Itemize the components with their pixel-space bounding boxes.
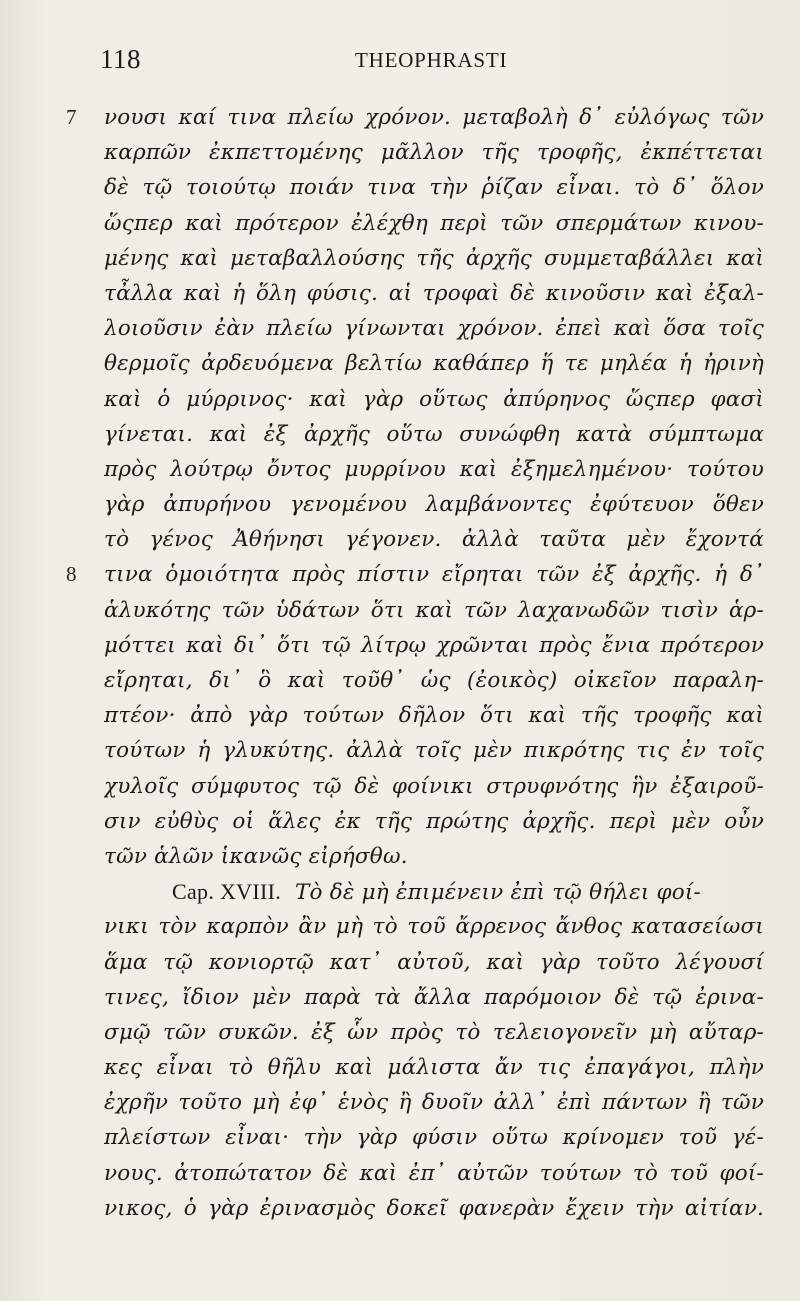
text-line bbox=[0, 487, 800, 522]
line-text: χυλοῖς σύμφυτος τῷ δὲ φοίνικι στρυφνότης ἣν ἐξαιροῦ- bbox=[104, 773, 764, 799]
text-line bbox=[0, 945, 800, 980]
text-line bbox=[0, 593, 800, 628]
line-text: τούτων ἡ γλυκύτης. ἀλλὰ τοῖς μὲν πικρότης τις ἐν τοῖς bbox=[104, 738, 764, 764]
line-text: νικι τὸν καρπὸν ἂν μὴ τὸ τοῦ ἄρρενος ἄνθος κατασείωσι bbox=[104, 914, 764, 940]
line-text: κες εἶναι τὸ θῆλυ καὶ μάλιστα ἄν τις ἐπαγάγοι, πλὴν bbox=[104, 1055, 764, 1081]
line-text: δὲ τῷ τοιούτῳ ποιάν τινα τὴν ῥίζαν εἶναι. τὸ δ᾽ ὅλον bbox=[104, 175, 764, 201]
text-line bbox=[0, 311, 800, 346]
section-number: 8 bbox=[66, 562, 77, 587]
line-text: καρπῶν ἐκπεττομένης μᾶλλον τῆς τροφῆς, ἐκπέττεται bbox=[104, 140, 764, 166]
chapter-line bbox=[172, 874, 764, 910]
text-line bbox=[0, 135, 800, 170]
line-text: τὸ γένος Ἀθήνησι γέγονεν. ἀλλὰ ταῦτα μὲν ἔχοντά bbox=[104, 527, 764, 553]
text-line bbox=[0, 206, 800, 241]
line-text: λοιοῦσιν ἐὰν πλείω γίνωνται χρόνον. ἐπεὶ καὶ ὅσα τοῖς bbox=[104, 316, 764, 342]
line-text: Τὸ δὲ μὴ ἐπιμένειν ἐπὶ τῷ θήλει φοί- bbox=[295, 880, 702, 906]
text-line bbox=[0, 1156, 800, 1191]
line-text: νικος, ὁ γὰρ ἐρινασμὸς δοκεῖ φανερὰν ἔχειν τὴν αἰτίαν. bbox=[104, 1195, 764, 1221]
line-text: καὶ ὁ μύρρινος· καὶ γὰρ οὕτως ἀπύρηνος ὥςπερ φασὶ bbox=[104, 386, 764, 412]
line-text: γίνεται. καὶ ἐξ ἀρχῆς οὕτω συνώφθη κατὰ σύμπτωμα bbox=[104, 421, 764, 447]
text-block bbox=[0, 100, 800, 1226]
line-text: ἁλυκότης τῶν ὑδάτων ὅτι καὶ τῶν λαχανωδῶν τισὶν ἁρ- bbox=[104, 597, 764, 623]
line-text: ἅμα τῷ κονιορτῷ κατ᾽ αὐτοῦ, καὶ γὰρ τοῦτο λέγουσί bbox=[104, 949, 764, 975]
text-line bbox=[0, 346, 800, 381]
text-line bbox=[0, 769, 800, 804]
text-line bbox=[0, 1015, 800, 1050]
line-text: τινες, ἴδιον μὲν παρὰ τὰ ἄλλα παρόμοιον δὲ τῷ ἐρινα- bbox=[104, 984, 764, 1010]
line-text: πτέον· ἀπὸ γὰρ τούτων δῆλον ὅτι καὶ τῆς τροφῆς καὶ bbox=[104, 703, 764, 729]
text-line bbox=[0, 628, 800, 663]
line-text: τἆλλα καὶ ἡ ὅλη φύσις. αἱ τροφαὶ δὲ κινοῦσιν καὶ ἐξαλ- bbox=[104, 280, 764, 306]
text-line bbox=[0, 276, 800, 311]
line-text: γὰρ ἀπυρήνου γενομένου λαμβάνοντες ἐφύτευον ὅθεν bbox=[104, 492, 764, 518]
text-line bbox=[0, 557, 800, 592]
chapter-heading: Cap. XVIII. bbox=[172, 879, 281, 905]
text-line bbox=[0, 241, 800, 276]
running-head: THEOPHRASTI bbox=[355, 48, 508, 72]
text-line bbox=[0, 522, 800, 557]
text-line bbox=[0, 663, 800, 698]
text-line bbox=[0, 909, 800, 944]
line-text: μένης καὶ μεταβαλλούσης τῆς ἀρχῆς συμμεταβάλλει καὶ bbox=[104, 245, 764, 271]
line-text: τινα ὁμοιότητα πρὸς πίστιν εἴρηται τῶν ἐξ ἀρχῆς. ἡ δ᾽ bbox=[104, 562, 764, 588]
text-line bbox=[0, 980, 800, 1015]
line-text: νους. ἀτοπώτατον δὲ καὶ ἐπ᾽ αὐτῶν τούτων τὸ τοῦ φοί- bbox=[104, 1160, 764, 1186]
line-text: νουσι καί τινα πλείω χρόνον. μεταβολὴ δ᾽ εὐλόγως τῶν bbox=[104, 105, 764, 130]
line-text: πλείστων εἶναι· τὴν γὰρ φύσιν οὕτω κρίνομεν τοῦ γέ- bbox=[104, 1125, 764, 1151]
text-line bbox=[0, 733, 800, 768]
text-line bbox=[0, 382, 800, 417]
text-line bbox=[0, 698, 800, 733]
section-number: 7 bbox=[66, 105, 77, 129]
line-text: ἐχρῆν τοῦτο μὴ ἐφ᾽ ἑνὸς ἢ δυοῖν ἀλλ᾽ ἐπὶ πάντων ἢ τῶν bbox=[104, 1090, 764, 1116]
line-text: τῶν ἁλῶν ἱκανῶς εἰρήσθω. bbox=[104, 843, 408, 869]
page-number: 118 bbox=[100, 44, 141, 74]
text-line bbox=[0, 804, 800, 839]
text-line bbox=[0, 839, 800, 874]
line-text: εἴρηται, δι᾽ ὃ καὶ τοῦθ᾽ ὡς (ἐοικὸς) οἰκεῖον παραλη- bbox=[104, 668, 764, 693]
line-text: μόττει καὶ δι᾽ ὅτι τῷ λίτρῳ χρῶνται πρὸς ἔνια πρότερον bbox=[104, 632, 764, 658]
line-text: ὥςπερ καὶ πρότερον ἐλέχθη περὶ τῶν σπερμάτων κινου- bbox=[104, 210, 764, 236]
line-text: σμῷ τῶν συκῶν. ἐξ ὧν πρὸς τὸ τελειογονεῖν μὴ αὔταρ- bbox=[104, 1019, 764, 1045]
page-header bbox=[0, 44, 800, 84]
text-line bbox=[0, 452, 800, 487]
text-line bbox=[0, 874, 800, 909]
text-line bbox=[0, 100, 800, 135]
text-line bbox=[0, 170, 800, 205]
text-line bbox=[0, 1120, 800, 1155]
line-text: πρὸς λούτρῳ ὄντος μυρρίνου καὶ ἐξημελημένου· τούτου bbox=[104, 456, 764, 482]
line-text: σιν εὐθὺς οἱ ἅλες ἐκ τῆς πρώτης ἀρχῆς. περὶ μὲν οὖν bbox=[104, 808, 764, 834]
text-line bbox=[0, 1191, 800, 1226]
text-line bbox=[0, 417, 800, 452]
line-text: θερμοῖς ἀρδευόμενα βελτίω καθάπερ ἥ τε μηλέα ἡ ἠρινὴ bbox=[104, 351, 764, 377]
text-line bbox=[0, 1050, 800, 1085]
text-line bbox=[0, 1085, 800, 1120]
